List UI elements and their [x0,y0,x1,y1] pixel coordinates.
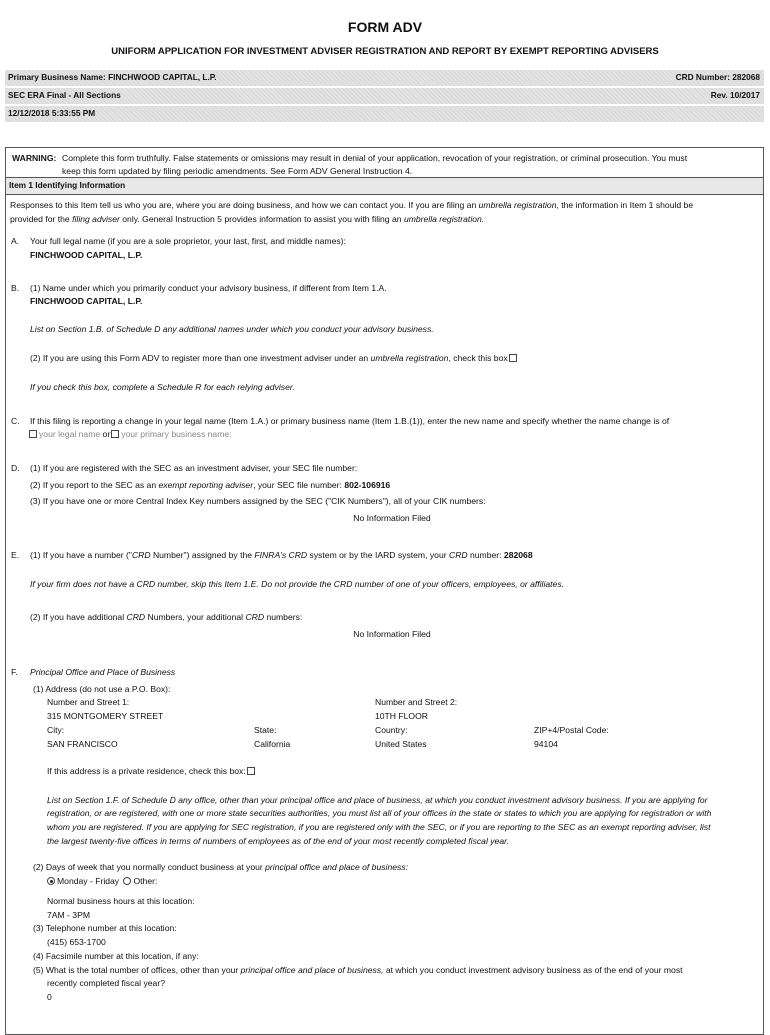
question-text: Number") assigned by the [150,550,255,560]
item1-heading: Item 1 Identifying Information [9,180,126,190]
form-subtitle: UNIFORM APPLICATION FOR INVESTMENT ADVISER REGISTRATION AND REPORT BY EXEMPT REPORTING ADVISERS [111,46,659,57]
question-term: CRD [448,550,468,560]
item1-intro-line2 [10,214,484,224]
question-text: number: [467,550,504,560]
intro-text: Responses to this Item tell us who you are, where you are doing business, and how we can contact you. If you are filing an [10,200,479,210]
telephone-value: (415) 653-1700 [47,937,106,947]
other-days-label: Other: [133,876,158,886]
question-text: (2) Days of week that you normally conduct business at your [33,862,266,872]
offices-question-line2: recently completed fiscal year? [47,978,165,988]
section-b-question2 [30,353,519,363]
question-text: Numbers, your additional [145,612,246,622]
sec-era-label: SEC ERA Final - All Sections [8,90,121,100]
intro-term-filing-adviser: filing adviser [72,214,120,224]
crd-number: CRD Number: 282068 [675,72,760,82]
private-residence-checkbox[interactable] [247,767,255,775]
or-label: or [102,429,111,439]
telephone-label: (3) Telephone number at this location: [33,923,177,933]
section-c-question: If this filing is reporting a change in your legal name (Item 1.A.) or primary business name (Item 1.B.(1)), enter the new name and specify whether the name change is of [30,416,670,426]
question-text: , your SEC file number: [253,480,345,490]
city-label: City: [47,725,65,735]
question-term: principal office and place of business, [240,965,384,975]
question-term: umbrella registration [370,353,449,363]
section-d-letter: D. [11,463,20,473]
warning-label: WARNING: [12,153,57,163]
intro-term-umbrella: umbrella registration. [403,214,485,224]
umbrella-registration-checkbox[interactable] [509,354,517,362]
question-term: principal office and place of business: [265,862,408,872]
business-hours-value: 7AM - 3PM [47,910,90,920]
monday-friday-radio[interactable] [47,877,55,885]
business-name-change-checkbox[interactable] [111,430,119,438]
section-e-question2 [30,612,302,622]
street2-label: Number and Street 2: [375,697,458,707]
question-term: exempt reporting adviser [158,480,254,490]
facsimile-label: (4) Facsimile number at this location, if any: [33,951,199,961]
primary-business-name: Primary Business Name: FINCHWOOD CAPITAL, L.P. [8,72,217,82]
section-b-answer1: FINCHWOOD CAPITAL, L.P. [30,296,143,306]
section-d-question3: (3) If you have one or more Central Index Key numbers assigned by the SEC ("CIK Numbers"), all of your CIK numbers: [30,496,486,506]
state-value: California [254,739,291,749]
business-days-question [33,862,408,872]
section-a-answer: FINCHWOOD CAPITAL, L.P. [30,250,143,260]
monday-friday-label: Monday - Friday [57,876,120,886]
other-days-radio[interactable] [123,877,131,885]
meta-band-era [5,88,764,104]
legal-name-option-label: your legal name [39,429,101,439]
cik-numbers-value: No Information Filed [353,513,431,523]
section-f-list-note-line3: whom you are registered. If you are applying for SEC registration, if you are registered only with the SEC, or if you are reporting to the SEC as an exempt reporting adviser, list [47,822,711,832]
legal-name-change-checkbox[interactable] [29,430,37,438]
section-f-heading: Principal Office and Place of Business [30,667,176,677]
question-text: (2) If you have additional [30,612,127,622]
question-term: CRD [245,612,265,622]
intro-text: provided for the [10,214,73,224]
section-b-list-note: List on Section 1.B. of Schedule D any additional names under which you conduct your advisory business. [30,324,434,334]
city-value: SAN FRANCISCO [47,739,118,749]
street1-value: 315 MONTGOMERY STREET [47,711,164,721]
street2-value: 10TH FLOOR [375,711,429,721]
section-b-question2-note: If you check this box, complete a Schedule R for each relying adviser. [30,382,295,392]
business-name-option-label: your primary business name: [121,429,232,439]
address-label: (1) Address (do not use a P.O. Box): [33,684,171,694]
revision-label: Rev. 10/2017 [710,90,760,100]
question-text: at which you conduct investment advisory business as of the end of your most [383,965,683,975]
offices-count-value: 0 [47,992,52,1002]
section-a-letter: A. [11,236,20,246]
section-e-letter: E. [11,550,20,560]
meta-band-business [5,70,764,86]
street1-label: Number and Street 1: [47,697,130,707]
business-hours-label: Normal business hours at this location: [47,896,195,906]
sec-file-number: 802-106916 [344,480,391,490]
section-e-question1 [30,550,533,560]
question-text: (5) What is the total number of offices, other than your [33,965,241,975]
question-text: , check this box [448,353,508,363]
intro-text: only. General Instruction 5 provides information to assist you with filing an [119,214,404,224]
question-text: (1) If you have a number (" [30,550,132,560]
section-d-question1: (1) If you are registered with the SEC as an investment adviser, your SEC file number: [30,463,358,473]
section-b-question1: (1) Name under which you primarily conduct your advisory business, if different from Item 1.A. [30,283,387,293]
warning-text-line1: Complete this form truthfully. False statements or omissions may result in denial of your application, revocation of your registration, or criminal prosecution. You must [62,153,688,163]
question-term: CRD [131,550,151,560]
country-value: United States [375,739,427,749]
question-text: system or by the IARD system, your [307,550,449,560]
business-days-options [45,876,157,886]
zip-label: ZIP+4/Postal Code: [534,725,609,735]
section-f-list-note-line4: the largest twenty-five offices in terms of numbers of employees as of the end of your most recently completed fiscal year. [47,836,510,846]
section-c-options [28,429,232,439]
section-a-question: Your full legal name (if you are a sole proprietor, your last, first, and middle names): [30,236,346,246]
item1-heading-band [5,178,764,195]
intro-text: the information in Item 1 should be [558,200,694,210]
question-term: CRD [126,612,146,622]
section-f-list-note-line2: registration, or are registered, with one or more state securities authorities, you must list all of your offices in the state or states to which you are applying for registration or with [47,808,712,818]
country-label: Country: [375,725,408,735]
intro-term-umbrella: umbrella registration, [478,200,559,210]
form-title: FORM ADV [347,19,423,35]
private-residence-row [47,766,257,776]
additional-crd-value: No Information Filed [353,629,431,639]
question-text: numbers: [264,612,303,622]
section-c-letter: C. [11,416,20,426]
private-residence-question: If this address is a private residence, check this box: [47,766,246,776]
warning-text-line2: keep this form updated by filing periodic amendments. See Form ADV General Instruction 4. [62,166,413,176]
meta-band-timestamp [5,106,764,122]
section-d-question2 [30,480,390,490]
question-text: (2) If you are using this Form ADV to register more than one investment adviser under an [30,353,371,363]
section-f-letter: F. [11,667,18,677]
crd-number-value: 282068 [503,550,533,560]
item1-intro-line1 [10,200,693,210]
section-e-note: If your firm does not have a CRD number, skip this Item 1.E. Do not provide the CRD number of one of your officers, employees, or affiliates. [30,579,565,589]
question-term: FINRA's CRD [254,550,308,560]
section-b-letter: B. [11,283,20,293]
question-text: (2) If you report to the SEC as an [30,480,159,490]
state-label: State: [254,725,277,735]
timestamp: 12/12/2018 5:33:55 PM [8,108,96,118]
offices-question [33,965,683,975]
warning-box [5,147,764,178]
section-f-list-note-line1: List on Section 1.F. of Schedule D any office, other than your principal office and place of business, at which you conduct investment advisory business. If you are applying for [47,795,708,805]
zip-value: 94104 [534,739,558,749]
